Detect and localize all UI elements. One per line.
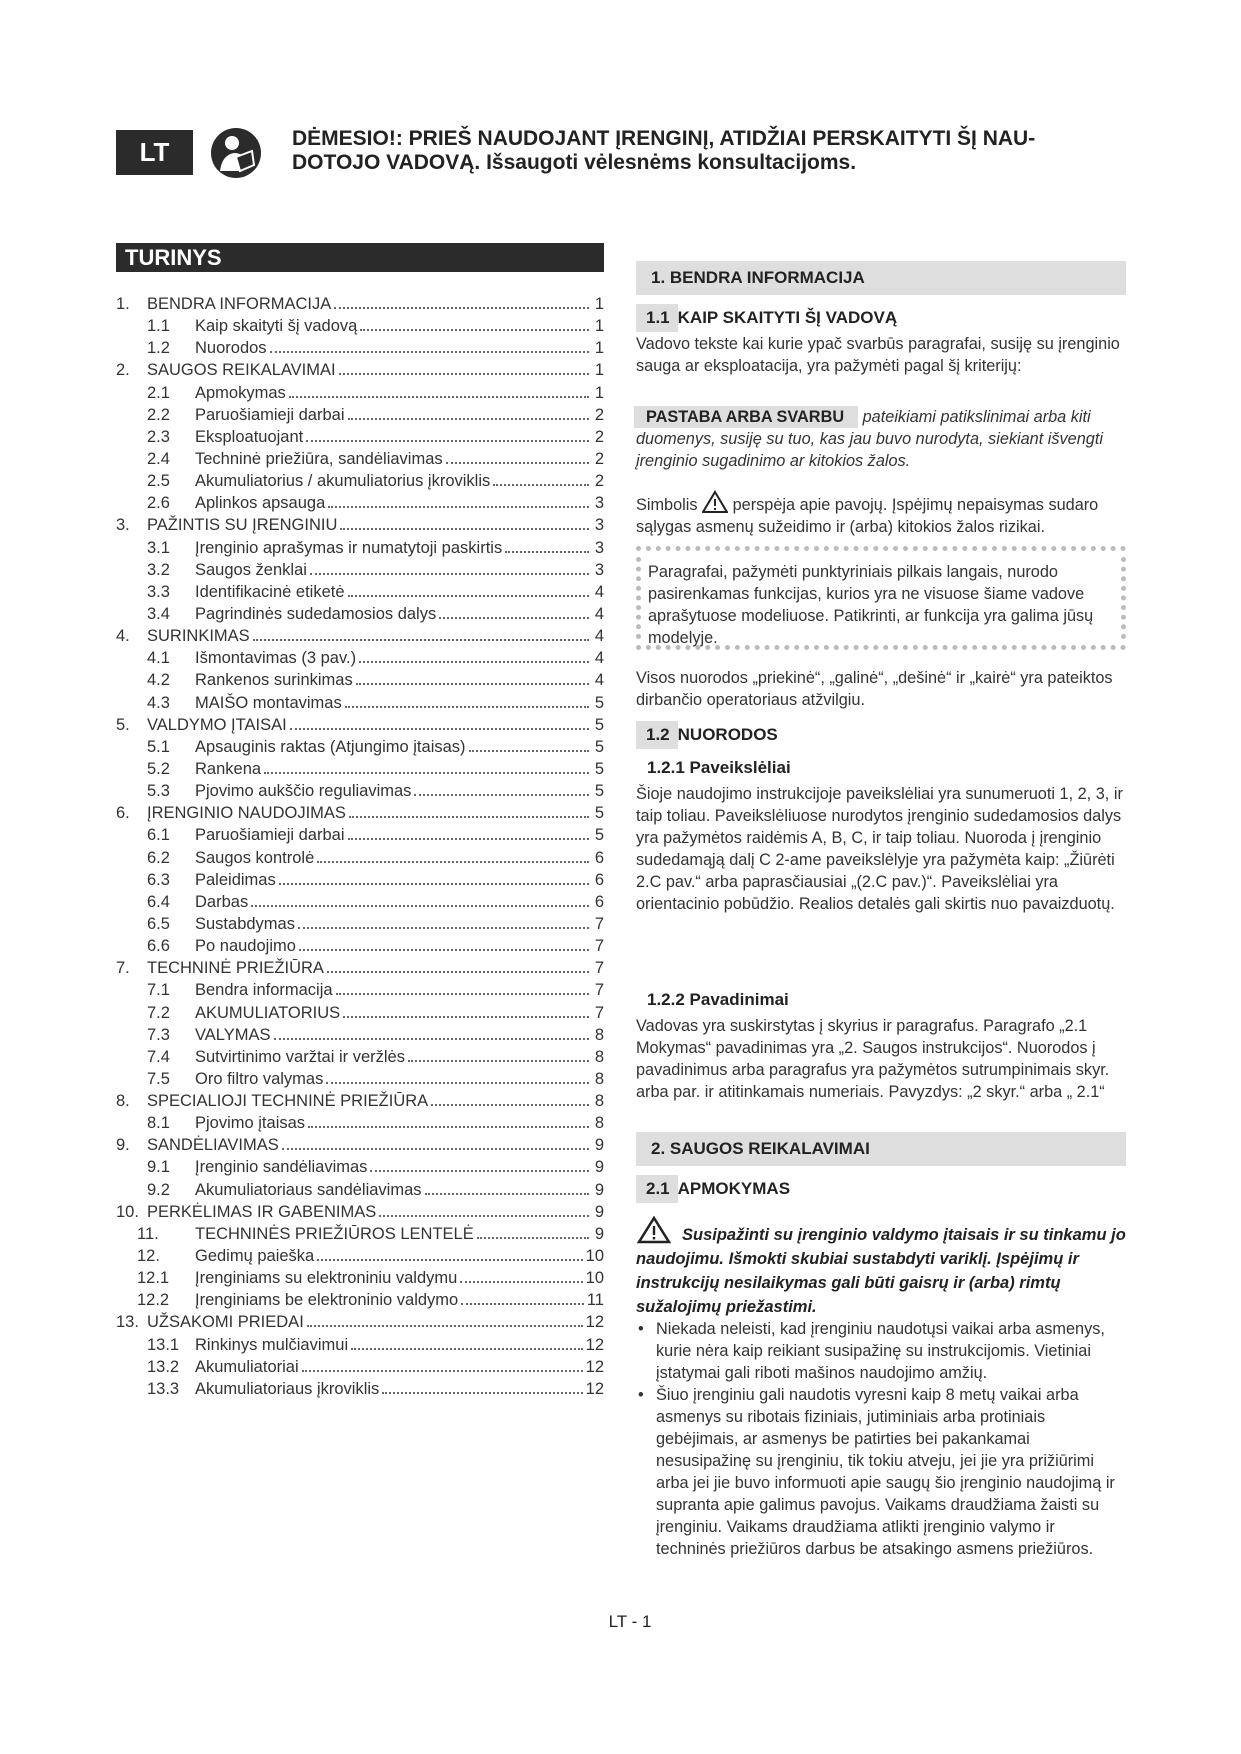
training-bullet-list [636, 1318, 1126, 1560]
toc-entry-title: SAUGOS REIKALAVIMAI [147, 361, 336, 380]
training-warning [636, 1216, 1126, 1319]
toc-entry-page: 11 [586, 1291, 604, 1310]
toc-entry-title: Techninė priežiūra, sandėliavimas [195, 449, 443, 468]
toc-entry-number: 10. [116, 1202, 139, 1221]
toc-entry-title: Saugos ženklai [195, 560, 307, 579]
toc-leader-dots [326, 1064, 589, 1084]
toc-entry-title: Saugos kontrolė [195, 848, 315, 867]
subsection-1-1-heading [636, 304, 897, 332]
optional-feature-box [636, 546, 1126, 650]
toc-leader-dots [340, 510, 589, 530]
toc-entry-number: 11. [137, 1224, 159, 1243]
toc-leader-dots [317, 843, 589, 863]
toc-entry-title: Akumuliatoriaus įkroviklis [195, 1379, 380, 1398]
toc-entry-page: 10 [585, 1247, 604, 1266]
toc-leader-dots [282, 1130, 589, 1150]
toc-leader-dots [360, 311, 589, 331]
toc-entry-number: 9.1 [147, 1158, 170, 1177]
toc-leader-dots [308, 1108, 589, 1128]
toc-entry-title: VALDYMO ĮTAISAI [147, 715, 287, 734]
toc-entry-title: Pjovimo aukščio reguliavimas [195, 782, 412, 801]
subsection-1-2-number: 1.2 [636, 721, 678, 749]
toc-entry-page: 1 [594, 383, 604, 402]
list-item [636, 1384, 1126, 1560]
toc-entry-title: VALYMAS [195, 1025, 271, 1044]
toc-entry-page: 9 [594, 1136, 604, 1155]
toc-entry-title: TECHNINĖ PRIEŽIŪRA [147, 959, 324, 978]
toc-entry-title: UŽSAKOMI PRIEDAI [147, 1313, 304, 1332]
toc-entry-number: 7.5 [147, 1069, 170, 1088]
toc-leader-dots [327, 953, 589, 973]
titles-paragraph: Vadovas yra suskirstytas į skyrius ir paragrafus. Paragrafo „2.1 Mokymas“ pavadinimas yra „2. Saugos instrukcijos“. Nuorodos į pavadinimus arba paragrafus yra pažymėtos sutrumpinimais skyr. arba par. ir atitinkamais numeriais. Pavyzdys: „2 skyr.“ arba „ 2.1“ [636, 1017, 1110, 1101]
toc-entry-number: 2.6 [147, 494, 170, 513]
toc-entry-title: Akumuliatoriai [195, 1357, 299, 1376]
toc-leader-dots [343, 998, 589, 1018]
toc-entry-page: 1 [594, 361, 604, 380]
toc-title: TURINYS [116, 243, 604, 272]
toc-entry-page: 5 [594, 693, 604, 712]
toc-leader-dots [359, 643, 589, 663]
note-paragraph [636, 406, 1126, 472]
toc-leader-dots [408, 1042, 589, 1062]
toc-entry-page: 9 [594, 1202, 604, 1221]
toc-entry-title: Oro filtro valymas [195, 1069, 324, 1088]
warning-triangle-icon [636, 1216, 672, 1244]
toc-leader-dots [477, 1219, 589, 1239]
toc-leader-dots [345, 688, 589, 708]
toc-entry-number: 6.6 [147, 937, 170, 956]
toc-entry-number: 7.3 [147, 1025, 170, 1044]
toc-entry-page: 2 [594, 427, 604, 446]
toc-entry [116, 1378, 604, 1400]
safety-notice [292, 127, 1092, 175]
toc-entry-title: SANDĖLIAVIMAS [147, 1136, 279, 1155]
toc-entry-number: 3.1 [147, 538, 170, 557]
warning-symbol-paragraph [636, 490, 1126, 538]
toc-entry-number: 4.1 [147, 649, 170, 668]
toc-entry-title: MAIŠO montavimas [195, 693, 342, 712]
toc-entry-page: 3 [594, 560, 604, 579]
toc-entry-number: 4.3 [147, 693, 170, 712]
bullet-text: Šiuo įrenginiu gali naudotis vyresni kaip 8 metų vaikai arba asmenys su ribotais fiziniais, jutiminiais arba protiniais gebėjimais, ar asmenys be patirties bei pakankamai nesusipažinę su įrenginiu, tik tokiu atveju, jei jie yra prižiūrimi arba jei jie buvo informuoti apie saugų šio įrenginio naudojimą ir supranta apie galimus pavojus. Vaikams draudžiama žaisti su įrenginiu. Vaikams draudžiama atlikti įrenginio valymo ir techninės priežiūros darbus be atsakingo asmens priežiūros. [656, 1386, 1115, 1558]
toc-entry-page: 7 [594, 937, 604, 956]
toc-entry-title: Eksploatuojant [195, 427, 304, 446]
directions-paragraph: Visos nuorodos „priekinė“, „galinė“, „dešinė“ ir „kairė“ yra pateiktos dirbančio operatoriaus atžvilgiu. [636, 669, 1113, 709]
toc-entry-page: 4 [594, 671, 604, 690]
toc-entry-title: Įrenginiams be elektroninio valdymo [195, 1291, 459, 1310]
toc-entry-page: 7 [594, 1003, 604, 1022]
toc-entry-page: 12 [585, 1313, 604, 1332]
toc-entry-page: 6 [594, 892, 604, 911]
toc-leader-dots [356, 665, 589, 685]
toc-entry-page: 4 [594, 604, 604, 623]
toc-entry-title: Rinkinys mulčiavimui [195, 1335, 349, 1354]
toc-entry-number: 12.2 [137, 1291, 170, 1310]
toc-entry-title: Sustabdymas [195, 914, 295, 933]
language-badge: LT [116, 130, 193, 175]
toc-entry-title: Sutvirtinimo varžtai ir veržlės [195, 1047, 405, 1066]
toc-leader-dots [431, 1086, 589, 1106]
toc-leader-dots [348, 820, 590, 840]
toc-leader-dots [306, 422, 589, 442]
toc-entry-page: 9 [594, 1180, 604, 1199]
toc-entry-number: 1.2 [147, 339, 170, 358]
toc-entry-number: 2.5 [147, 472, 170, 491]
toc-entry-title: Išmontavimas (3 pav.) [195, 649, 357, 668]
toc-leader-dots [446, 444, 589, 464]
toc-entry-page: 2 [594, 405, 604, 424]
toc-entry-title: Įrenginio sandėliavimas [195, 1158, 368, 1177]
toc-entry-title: BENDRA INFORMACIJA [147, 295, 332, 313]
warning-triangle-icon [702, 490, 728, 514]
toc-entry-page: 7 [594, 959, 604, 978]
toc-leader-dots [461, 1285, 584, 1305]
optional-feature-text: Paragrafai, pažymėti punktyriniais pilkais langais, nurodo pasirenkamas funkcijas, kurios yra ne visuose šiame vadove aprašytuose modeliuose. Patikrinti, ar funkcija yra galima jūsų modelyje. [648, 563, 1094, 647]
toc-entry-number: 13. [116, 1313, 139, 1332]
toc-leader-dots [298, 909, 589, 929]
toc-entry-number: 5.2 [147, 759, 170, 778]
toc-leader-dots [317, 1241, 582, 1261]
toc-leader-dots [279, 865, 589, 885]
toc-entry-page: 1 [594, 317, 604, 336]
toc-entry-number: 6.1 [147, 826, 170, 845]
toc-entry-title: ĮRENGINIO NAUDOJIMAS [147, 804, 346, 823]
toc-entry-page: 8 [594, 1025, 604, 1044]
toc-leader-dots [460, 1263, 582, 1283]
toc-leader-dots [348, 400, 590, 420]
bullet-marker: • [638, 1386, 644, 1404]
note-label: PASTABA ARBA SVARBU [634, 406, 858, 428]
toc-entry-page: 8 [594, 1047, 604, 1066]
toc-entry-title: Bendra informacija [195, 981, 333, 1000]
toc-leader-dots [289, 378, 589, 398]
section-2-heading: 2. SAUGOS REIKALAVIMAI [636, 1132, 1126, 1166]
subsection-1-1-title: KAIP SKAITYTI ŠĮ VADOVĄ [677, 308, 898, 327]
toc-entry-title: Įrenginiams su elektroniniu valdymu [195, 1269, 458, 1288]
toc-entry-number: 4.2 [147, 671, 170, 690]
toc-leader-dots [307, 1307, 583, 1327]
toc-entry-title: Akumuliatorius / akumuliatorius įkroviklis [195, 472, 491, 491]
toc-entry-title: Rankenos surinkimas [195, 671, 353, 690]
toc-entry-title: Paleidimas [195, 870, 276, 889]
toc-entry-number: 7.2 [147, 1003, 170, 1022]
table-of-contents [116, 293, 604, 1400]
how-to-read-paragraph: Vadovo tekste kai kurie ypač svarbūs paragrafai, susiję su įrenginio sauga ar eksploatacija, yra pažymėti pagal šį kriterijų: [636, 335, 1120, 375]
toc-leader-dots [351, 1330, 583, 1350]
toc-leader-dots [439, 599, 589, 619]
toc-entry-number: 5.3 [147, 782, 170, 801]
toc-entry-page: 2 [594, 449, 604, 468]
toc-leader-dots [264, 754, 589, 774]
toc-entry-number: 2.2 [147, 405, 170, 424]
toc-leader-dots [414, 776, 589, 796]
safety-notice-line-1: DĖMESIO!: PRIEŠ NAUDOJANT ĮRENGINĮ, ATIDŽIAI PERSKAITYTI ŠĮ NAU- [292, 127, 1036, 150]
toc-entry-page: 6 [594, 848, 604, 867]
toc-entry-page: 5 [594, 826, 604, 845]
toc-entry-title: Pagrindinės sudedamosios dalys [195, 604, 437, 623]
subsection-1-2-1-heading: 1.2.1 Paveikslėliai [647, 758, 791, 777]
toc-entry-page: 10 [585, 1269, 604, 1288]
toc-entry-page: 2 [594, 472, 604, 491]
toc-entry-title: Darbas [195, 892, 249, 911]
toc-leader-dots [339, 355, 589, 375]
toc-entry-number: 2. [116, 361, 130, 380]
toc-entry-page: 4 [594, 627, 604, 646]
toc-entry-number: 7. [116, 959, 130, 978]
toc-entry-title: Akumuliatoriaus sandėliavimas [195, 1180, 422, 1199]
toc-entry-number: 7.1 [147, 981, 170, 1000]
toc-leader-dots [469, 732, 589, 752]
toc-entry-number: 7.4 [147, 1047, 170, 1066]
toc-entry-number: 5. [116, 715, 130, 734]
page-number: LT - 1 [608, 1612, 652, 1631]
note-text: pateikiami patikslinimai arba kiti duomenys, susiję su tuo, kas jau buvo nurodyta, siekiant išvengti įrenginio sugadinimo ar kitokios žalos. [636, 408, 1103, 470]
toc-entry-number: 13.2 [147, 1357, 180, 1376]
toc-entry-title: Pjovimo įtaisas [195, 1114, 306, 1133]
toc-entry-page: 8 [594, 1092, 604, 1111]
toc-leader-dots [290, 710, 589, 730]
toc-entry-title: Po naudojimo [195, 937, 296, 956]
toc-entry-page: 9 [594, 1158, 604, 1177]
toc-entry-number: 2.3 [147, 427, 170, 446]
toc-entry-number: 9. [116, 1136, 130, 1155]
toc-leader-dots [336, 975, 589, 995]
toc-entry-page: 12 [585, 1335, 604, 1354]
toc-entry-page: 5 [594, 804, 604, 823]
toc-entry-title: Įrenginio aprašymas ir numatytoji paskirtis [195, 538, 503, 557]
toc-entry-number: 4. [116, 627, 130, 646]
read-manual-icon [210, 127, 262, 179]
toc-entry-title: Rankena [195, 759, 262, 778]
toc-leader-dots [328, 488, 589, 508]
toc-entry-page: 6 [594, 870, 604, 889]
toc-entry-number: 12. [137, 1247, 160, 1266]
toc-entry-page: 3 [594, 494, 604, 513]
toc-entry-number: 6.2 [147, 848, 170, 867]
toc-leader-dots [253, 621, 589, 641]
toc-entry-number: 9.2 [147, 1180, 170, 1199]
toc-leader-dots [370, 1152, 589, 1172]
toc-entry-page: 3 [594, 516, 604, 535]
subsection-2-1-heading [636, 1175, 790, 1203]
toc-entry-title: Aplinkos apsauga [195, 494, 326, 513]
training-warning-text: Susipažinti su įrenginio valdymo įtaisais ir su tinkamu jo naudojimu. Išmokti skubiai sustabdyti variklį. Įspėjimų ir instrukcijų nesilaikymas gali būti gaisrų ir (arba) rimtų sužalojimų priežastimi. [636, 1226, 1126, 1316]
toc-entry-title: PERKĖLIMAS IR GABENIMAS [147, 1202, 377, 1221]
subsection-2-1-number: 2.1 [636, 1175, 678, 1203]
toc-entry-page: 5 [594, 715, 604, 734]
toc-entry-page: 8 [594, 1069, 604, 1088]
toc-entry-page: 12 [585, 1357, 604, 1376]
toc-entry-number: 8. [116, 1092, 130, 1111]
toc-entry-number: 6.3 [147, 870, 170, 889]
toc-entry-number: 3.3 [147, 582, 170, 601]
toc-entry-page: 4 [594, 649, 604, 668]
figures-paragraph: Šioje naudojimo instrukcijoje paveikslėliai yra sunumeruoti 1, 2, 3, ir taip toliau. Paveikslėliuose nurodytos įrenginio sudedamosios dalys yra pažymėtos raidėmis A, B, C, ir taip toliau. Nuoroda į įrenginio sudedamąją dalį C 2-ame paveikslėlyje yra pažymėta kaip: „Žiūrėti 2.C pav.“ arba paprasčiausiai „(2.C pav.)“. Paveikslėliai yra orientacinio pobūdžio. Realios detalės gali skirtis nuo pavaizduotų. [636, 785, 1123, 913]
subsection-1-1-number: 1.1 [636, 304, 678, 332]
toc-entry-page: 3 [594, 538, 604, 557]
toc-leader-dots [493, 466, 589, 486]
toc-entry-title: Paruošiamieji darbai [195, 826, 345, 845]
toc-entry-number: 12.1 [137, 1269, 170, 1288]
toc-leader-dots [505, 533, 589, 553]
safety-notice-line-2: DOTOJO VADOVĄ. Išsaugoti vėlesnėms konsultacijoms. [292, 151, 857, 174]
toc-entry-title: TECHNINĖS PRIEŽIŪROS LENTELĖ [195, 1224, 474, 1243]
subsection-1-2-title: NUORODOS [677, 725, 778, 744]
toc-leader-dots [302, 1352, 583, 1372]
toc-entry-number: 13.3 [147, 1379, 180, 1398]
toc-entry-page: 7 [594, 914, 604, 933]
toc-entry-number: 5.1 [147, 737, 170, 756]
toc-entry-number: 13.1 [147, 1335, 180, 1354]
toc-leader-dots [251, 887, 589, 907]
toc-entry-number: 3.4 [147, 604, 170, 623]
toc-entry-number: 8.1 [147, 1114, 170, 1133]
toc-entry-page: 5 [594, 782, 604, 801]
toc-entry-number: 3.2 [147, 560, 170, 579]
toc-entry-number: 2.1 [147, 383, 170, 402]
toc-entry-number: 3. [116, 516, 130, 535]
bullet-text: Niekada neleisti, kad įrenginiu naudotųsi vaikai arba asmenys, kurie nėra kaip reikiant susipažinę su instrukcijomis. Vietiniai įstatymai gali riboti mašinos naudojimo amžių. [656, 1320, 1105, 1382]
list-item [636, 1318, 1126, 1384]
symbol-text-after: perspėja apie pavojų. Įspėjimų nepaisymas sudaro sąlygas asmenų sužeidimo ir (arba) kitokios žalos rizikai. [636, 496, 1099, 536]
toc-entry-page: 9 [594, 1224, 604, 1243]
toc-entry-number: 6.5 [147, 914, 170, 933]
toc-entry-page: 5 [594, 759, 604, 778]
toc-leader-dots [310, 555, 589, 575]
toc-entry-page: 1 [594, 339, 604, 358]
toc-entry-title: PAŽINTIS SU ĮRENGINIU [147, 516, 338, 535]
toc-entry-number: 6.4 [147, 892, 170, 911]
toc-entry-number: 6. [116, 804, 130, 823]
subsection-1-2-2-heading: 1.2.2 Pavadinimai [647, 990, 789, 1009]
symbol-text-before: Simbolis [636, 496, 698, 514]
toc-entry-page: 1 [594, 295, 604, 313]
toc-entry-page: 4 [594, 582, 604, 601]
toc-leader-dots [270, 333, 589, 353]
toc-entry-title: AKUMULIATORIUS [195, 1003, 341, 1022]
toc-leader-dots [379, 1197, 589, 1217]
section-1-heading: 1. BENDRA INFORMACIJA [636, 261, 1126, 295]
toc-entry-title: Apmokymas [195, 383, 286, 402]
toc-entry-title: Identifikacinė etiketė [195, 582, 345, 601]
toc-entry-title: Kaip skaityti šį vadovą [195, 317, 358, 336]
toc-entry-title: SURINKIMAS [147, 627, 250, 646]
toc-entry-page: 8 [594, 1114, 604, 1133]
bullet-marker: • [638, 1320, 644, 1338]
toc-entry-page: 12 [585, 1379, 604, 1398]
toc-leader-dots [425, 1175, 589, 1195]
toc-entry-page: 7 [594, 981, 604, 1000]
toc-entry-number: 1. [116, 295, 130, 313]
toc-leader-dots [349, 798, 589, 818]
toc-leader-dots [334, 289, 589, 309]
toc-entry-title: Nuorodos [195, 339, 267, 358]
toc-entry-page: 5 [594, 737, 604, 756]
toc-leader-dots [382, 1374, 582, 1394]
toc-entry-title: Gedimų paieška [195, 1247, 315, 1266]
toc-entry-number: 2.4 [147, 449, 170, 468]
subsection-2-1-title: APMOKYMAS [677, 1179, 791, 1198]
toc-leader-dots [274, 1020, 590, 1040]
toc-leader-dots [348, 577, 589, 597]
toc-entry-title: SPECIALIOJI TECHNINĖ PRIEŽIŪRA [147, 1092, 429, 1111]
toc-entry-title: Paruošiamieji darbai [195, 405, 345, 424]
toc-entry-title: Apsauginis raktas (Atjungimo įtaisas) [195, 737, 466, 756]
subsection-1-2-heading [636, 721, 778, 749]
toc-entry-number: 1.1 [147, 317, 170, 336]
toc-leader-dots [299, 931, 589, 951]
